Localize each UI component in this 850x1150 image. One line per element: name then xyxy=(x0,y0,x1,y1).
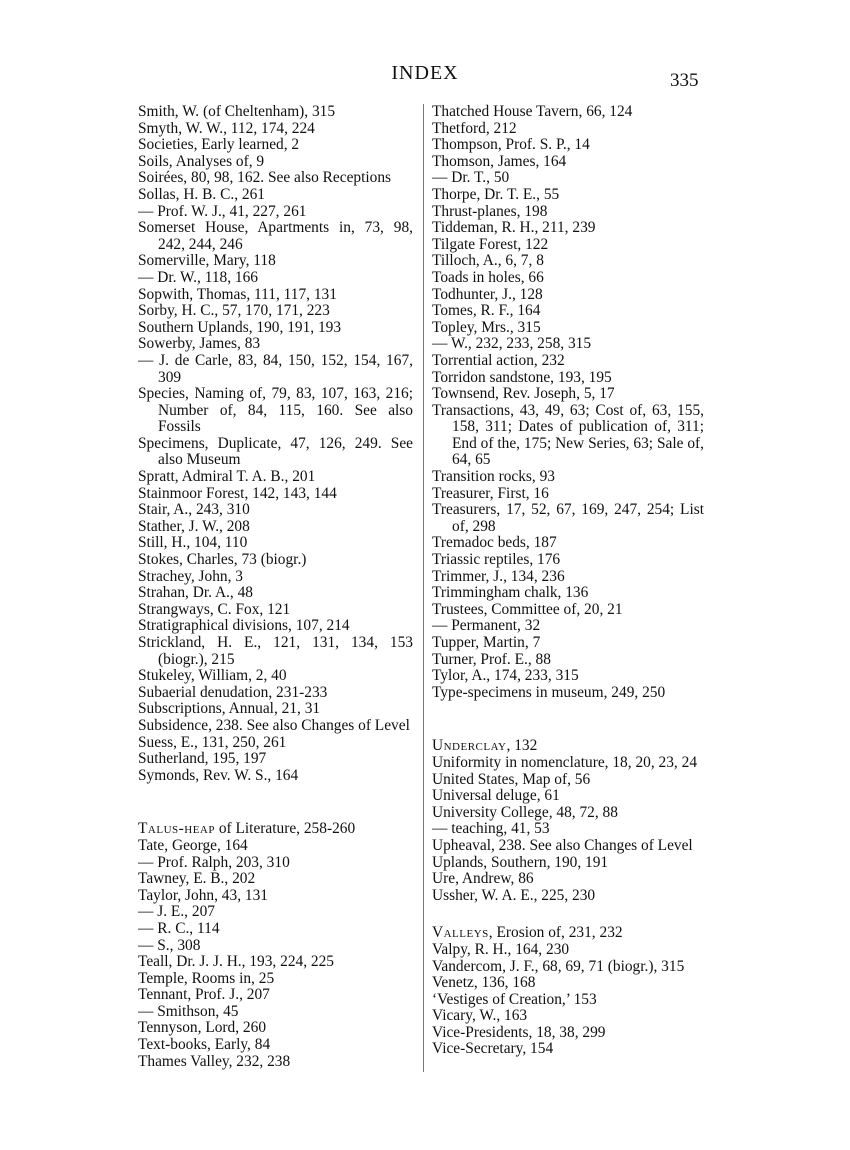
index-entry xyxy=(432,788,704,805)
entry-text: Tilgate Forest, 122 xyxy=(432,235,549,253)
page-title: INDEX xyxy=(391,62,459,84)
entry-text: Turner, Prof. E., 88 xyxy=(432,650,551,668)
index-entry xyxy=(432,668,704,685)
entry-text: Tomes, R. F., 164 xyxy=(432,302,541,320)
section-spacer xyxy=(432,904,704,925)
entry-text: Tremadoc beds, 187 xyxy=(432,534,557,552)
index-entry xyxy=(138,751,413,768)
entry-text: Species, Naming of, 79, 83, 107, 163, 216; Number of, 84, 115, 160. See also Fossils xyxy=(138,385,413,436)
entry-text: Townsend, Rev. Joseph, 5, 17 xyxy=(432,385,615,403)
index-entry xyxy=(138,320,413,337)
index-entry xyxy=(138,938,413,955)
entry-text: Thames Valley, 232, 238 xyxy=(138,1052,291,1070)
entry-text: — J. E., 207 xyxy=(138,903,215,921)
entry-text: Toads in holes, 66 xyxy=(432,268,544,286)
index-entry xyxy=(138,904,413,921)
index-entry xyxy=(138,585,413,602)
index-entry xyxy=(432,569,704,586)
entry-text: Type-specimens in museum, 249, 250 xyxy=(432,683,666,701)
entry-text: Sorby, H. C., 57, 170, 171, 223 xyxy=(138,302,330,320)
entry-text: Ure, Andrew, 86 xyxy=(432,870,534,888)
entry-text: University College, 48, 72, 88 xyxy=(432,803,618,821)
entry-text: Venetz, 136, 168 xyxy=(432,974,536,992)
entry-text: Tawney, E. B., 202 xyxy=(138,870,256,888)
index-entry xyxy=(432,1008,704,1025)
index-entry xyxy=(138,1020,413,1037)
index-entry xyxy=(432,772,704,789)
index-entry xyxy=(432,121,704,138)
entry-text: Subaerial denudation, 231-233 xyxy=(138,683,328,701)
index-entry xyxy=(138,187,413,204)
index-entry xyxy=(138,121,413,138)
index-entry xyxy=(138,287,413,304)
index-entry xyxy=(432,975,704,992)
entry-text: of Literature, 258-260 xyxy=(214,820,356,838)
index-entry xyxy=(138,685,413,702)
entry-text: Southern Uplands, 190, 191, 193 xyxy=(138,318,342,336)
entry-text: Upheaval, 238. See also Changes of Level xyxy=(432,836,693,854)
entry-text: , Erosion of, 231, 232 xyxy=(488,924,623,942)
entry-text: Strahan, Dr. A., 48 xyxy=(138,584,253,602)
index-entry xyxy=(432,1041,704,1058)
index-entry xyxy=(432,469,704,486)
entry-text: Strachey, John, 3 xyxy=(138,567,244,585)
entry-text: Spratt, Admiral T. A. B., 201 xyxy=(138,468,316,486)
entry-text: Tupper, Martin, 7 xyxy=(432,634,541,651)
index-entry xyxy=(138,718,413,735)
entry-text: Strickland, H. E., 121, 131, 134, 153 (biogr.), 215 xyxy=(138,634,413,668)
page-number: 335 xyxy=(670,70,699,91)
entry-text: Stather, J. W., 208 xyxy=(138,517,250,535)
index-entry xyxy=(432,552,704,569)
entry-text: — Dr. W., 118, 166 xyxy=(138,268,258,286)
entry-text: ‘Vestiges of Creation,’ 153 xyxy=(432,990,597,1008)
entry-text: Tilloch, A., 6, 7, 8 xyxy=(432,252,544,270)
entry-text: Sopwith, Thomas, 111, 117, 131 xyxy=(138,285,337,303)
entry-text: — W., 232, 233, 258, 315 xyxy=(432,335,592,353)
index-entry xyxy=(138,838,413,855)
entry-text: Tennyson, Lord, 260 xyxy=(138,1019,267,1037)
entry-text: Ussher, W. A. E., 225, 230 xyxy=(432,886,596,904)
entry-text: Stainmoor Forest, 142, 143, 144 xyxy=(138,484,337,502)
index-entry xyxy=(138,1004,413,1021)
entry-text: Thomson, James, 164 xyxy=(432,152,567,170)
index-entry xyxy=(138,635,413,668)
entry-text: Still, H., 104, 110 xyxy=(138,534,248,552)
index-entry xyxy=(432,805,704,822)
entry-text: Thrust-planes, 198 xyxy=(432,202,548,220)
index-entry xyxy=(432,855,704,872)
entry-text: Trustees, Committee of, 20, 21 xyxy=(432,600,623,618)
entry-text: Triassic reptiles, 176 xyxy=(432,551,561,569)
entry-text: Treasurer, First, 16 xyxy=(432,484,549,502)
section-spacer xyxy=(138,784,413,821)
entry-text: Torridon sandstone, 193, 195 xyxy=(432,368,612,386)
index-entry xyxy=(138,855,413,872)
index-entry xyxy=(138,552,413,569)
entry-text: Text-books, Early, 84 xyxy=(138,1036,271,1054)
entry-text: Thompson, Prof. S. P., 14 xyxy=(432,136,590,154)
index-entry xyxy=(138,519,413,536)
index-entry xyxy=(138,971,413,988)
index-entry xyxy=(138,768,413,785)
entry-text: Sutherland, 195, 197 xyxy=(138,750,267,768)
index-entry xyxy=(138,436,413,469)
index-entry xyxy=(138,502,413,519)
index-entry xyxy=(138,618,413,635)
index-entry xyxy=(138,954,413,971)
index-entry xyxy=(432,871,704,888)
entry-text: Vice-Presidents, 18, 38, 299 xyxy=(432,1023,606,1041)
index-entry xyxy=(432,618,704,635)
entry-text: Stair, A., 243, 310 xyxy=(138,501,250,519)
index-entry xyxy=(432,635,704,652)
entry-text: Stokes, Charles, 73 (biogr.) xyxy=(138,551,307,569)
entry-text: Vicary, W., 163 xyxy=(432,1007,528,1025)
index-entry xyxy=(432,336,704,353)
index-entry xyxy=(432,187,704,204)
index-entry xyxy=(138,987,413,1004)
index-entry xyxy=(432,204,704,221)
entry-text: Suess, E., 131, 250, 261 xyxy=(138,733,287,751)
index-entry xyxy=(432,502,704,535)
entry-text: Strangways, C. Fox, 121 xyxy=(138,600,291,618)
entry-text: — S., 308 xyxy=(138,936,201,954)
index-entry xyxy=(138,888,413,905)
index-entry xyxy=(432,888,704,905)
index-entry xyxy=(138,469,413,486)
entry-text: Trimmer, J., 134, 236 xyxy=(432,567,565,585)
index-entry xyxy=(432,925,704,942)
entry-text: Tate, George, 164 xyxy=(138,836,248,854)
index-entry xyxy=(432,237,704,254)
index-entry xyxy=(138,353,413,386)
index-entry xyxy=(138,602,413,619)
index-entry xyxy=(138,735,413,752)
index-entry xyxy=(432,959,704,976)
index-entry xyxy=(432,738,704,755)
entry-text: Somerset House, Apartments in, 73, 98, 242, 244, 246 xyxy=(138,219,413,253)
index-entry xyxy=(432,253,704,270)
index-entry xyxy=(432,585,704,602)
entry-text: — Prof. W. J., 41, 227, 261 xyxy=(138,202,307,220)
entry-text: — Permanent, 32 xyxy=(432,617,541,635)
index-entry xyxy=(432,535,704,552)
entry-text: Universal deluge, 61 xyxy=(432,787,560,805)
index-entry xyxy=(432,353,704,370)
entry-text: Societies, Early learned, 2 xyxy=(138,136,300,154)
index-entry xyxy=(432,386,704,403)
index-entry xyxy=(138,137,413,154)
entry-text: Transition rocks, 93 xyxy=(432,468,555,486)
index-entry xyxy=(432,821,704,838)
entry-text: — teaching, 41, 53 xyxy=(432,820,550,838)
entry-text: Todhunter, J., 128 xyxy=(432,285,543,303)
entry-text: Subscriptions, Annual, 21, 31 xyxy=(138,700,321,718)
entry-text: Vandercom, J. F., 68, 69, 71 (biogr.), 315 xyxy=(432,957,685,975)
entry-text: Smyth, W. W., 112, 174, 224 xyxy=(138,119,315,137)
index-entry xyxy=(432,838,704,855)
index-entry xyxy=(138,220,413,253)
entry-text: Taylor, John, 43, 131 xyxy=(138,886,268,904)
entry-text: Uniformity in nomenclature, 18, 20, 23, 24 xyxy=(432,753,698,771)
index-entry xyxy=(432,942,704,959)
index-entry xyxy=(138,253,413,270)
entry-text: Transactions, 43, 49, 63; Cost of, 63, 155, 158, 311; Dates of publication of, 311; End of the, 175; New Series, 63; Sale of, 64, 65 xyxy=(432,401,704,469)
index-entry xyxy=(138,921,413,938)
entry-text: Thorpe, Dr. T. E., 55 xyxy=(432,185,560,203)
entry-text: Sowerby, James, 83 xyxy=(138,335,261,353)
index-column-right xyxy=(432,104,704,1058)
index-entry xyxy=(432,104,704,121)
entry-text: — R. C., 114 xyxy=(138,919,220,937)
index-entry xyxy=(138,170,413,187)
entry-text: — Dr. T., 50 xyxy=(432,169,510,187)
entry-text: United States, Map of, 56 xyxy=(432,770,591,788)
index-column-left xyxy=(138,104,413,1070)
entry-text: Soirées, 80, 98, 162. See also Receptions xyxy=(138,169,392,187)
index-entry xyxy=(138,821,413,838)
index-entry xyxy=(138,535,413,552)
index-entry xyxy=(138,270,413,287)
index-entry xyxy=(432,403,704,469)
entry-text: Temple, Rooms in, 25 xyxy=(138,969,275,987)
index-entry xyxy=(138,871,413,888)
entry-text: — Prof. Ralph, 203, 310 xyxy=(138,853,290,871)
index-entry xyxy=(138,1054,413,1071)
entry-text: Trimmingham chalk, 136 xyxy=(432,584,589,602)
entry-heading: Underclay xyxy=(432,737,507,755)
index-entry xyxy=(138,701,413,718)
index-entry xyxy=(138,336,413,353)
entry-text: Tylor, A., 174, 233, 315 xyxy=(432,667,579,685)
index-entry xyxy=(138,486,413,503)
entry-text: Torrential action, 232 xyxy=(432,351,565,369)
entry-text: Teall, Dr. J. J. H., 193, 224, 225 xyxy=(138,953,334,971)
index-entry xyxy=(138,386,413,436)
entry-text: Soils, Analyses of, 9 xyxy=(138,152,265,170)
index-entry xyxy=(138,668,413,685)
index-entry xyxy=(432,685,704,702)
entry-text: Tiddeman, R. H., 211, 239 xyxy=(432,219,596,237)
index-entry xyxy=(432,170,704,187)
column-divider xyxy=(423,104,424,1072)
index-entry xyxy=(138,569,413,586)
entry-text: Sollas, H. B. C., 261 xyxy=(138,185,265,203)
index-entry xyxy=(432,370,704,387)
entry-text: Somerville, Mary, 118 xyxy=(138,252,276,270)
index-entry xyxy=(432,287,704,304)
index-entry xyxy=(432,303,704,320)
entry-text: Tennant, Prof. J., 207 xyxy=(138,986,270,1004)
entry-text: Stratigraphical divisions, 107, 214 xyxy=(138,617,350,635)
index-entry xyxy=(432,320,704,337)
index-entry xyxy=(432,755,704,772)
index-entry xyxy=(432,486,704,503)
index-entry xyxy=(138,1037,413,1054)
index-entry xyxy=(432,992,704,1009)
entry-text: Treasurers, 17, 52, 67, 169, 247, 254; List of, 298 xyxy=(432,501,704,535)
index-entry xyxy=(432,154,704,171)
entry-text: Vice-Secretary, 154 xyxy=(432,1040,554,1058)
index-entry xyxy=(138,204,413,221)
entry-text: Stukeley, William, 2, 40 xyxy=(138,667,287,685)
index-entry xyxy=(432,602,704,619)
index-entry xyxy=(138,303,413,320)
entry-text: Uplands, Southern, 190, 191 xyxy=(432,853,609,871)
index-entry xyxy=(432,1025,704,1042)
entry-text: — Smithson, 45 xyxy=(138,1002,239,1020)
index-entry xyxy=(432,270,704,287)
section-spacer xyxy=(432,701,704,738)
entry-text: Symonds, Rev. W. S., 164 xyxy=(138,766,299,784)
entry-heading: Talus-heap xyxy=(138,820,215,838)
entry-text: Smith, W. (of Cheltenham), 315 xyxy=(138,103,336,120)
entry-text: — J. de Carle, 83, 84, 150, 152, 154, 167, 309 xyxy=(138,351,413,386)
index-entry xyxy=(138,104,413,121)
entry-text: , 132 xyxy=(506,737,538,755)
index-entry xyxy=(432,652,704,669)
index-entry xyxy=(432,220,704,237)
entry-text: Thetford, 212 xyxy=(432,119,517,137)
entry-heading: Valleys xyxy=(432,924,489,942)
entry-text: Specimens, Duplicate, 47, 126, 249. See also Museum xyxy=(138,434,413,469)
entry-text: Topley, Mrs., 315 xyxy=(432,318,541,336)
index-entry xyxy=(138,154,413,171)
index-entry xyxy=(432,137,704,154)
entry-text: Thatched House Tavern, 66, 124 xyxy=(432,103,633,120)
entry-text: Subsidence, 238. See also Changes of Level xyxy=(138,716,410,734)
entry-text: Valpy, R. H., 164, 230 xyxy=(432,940,570,958)
